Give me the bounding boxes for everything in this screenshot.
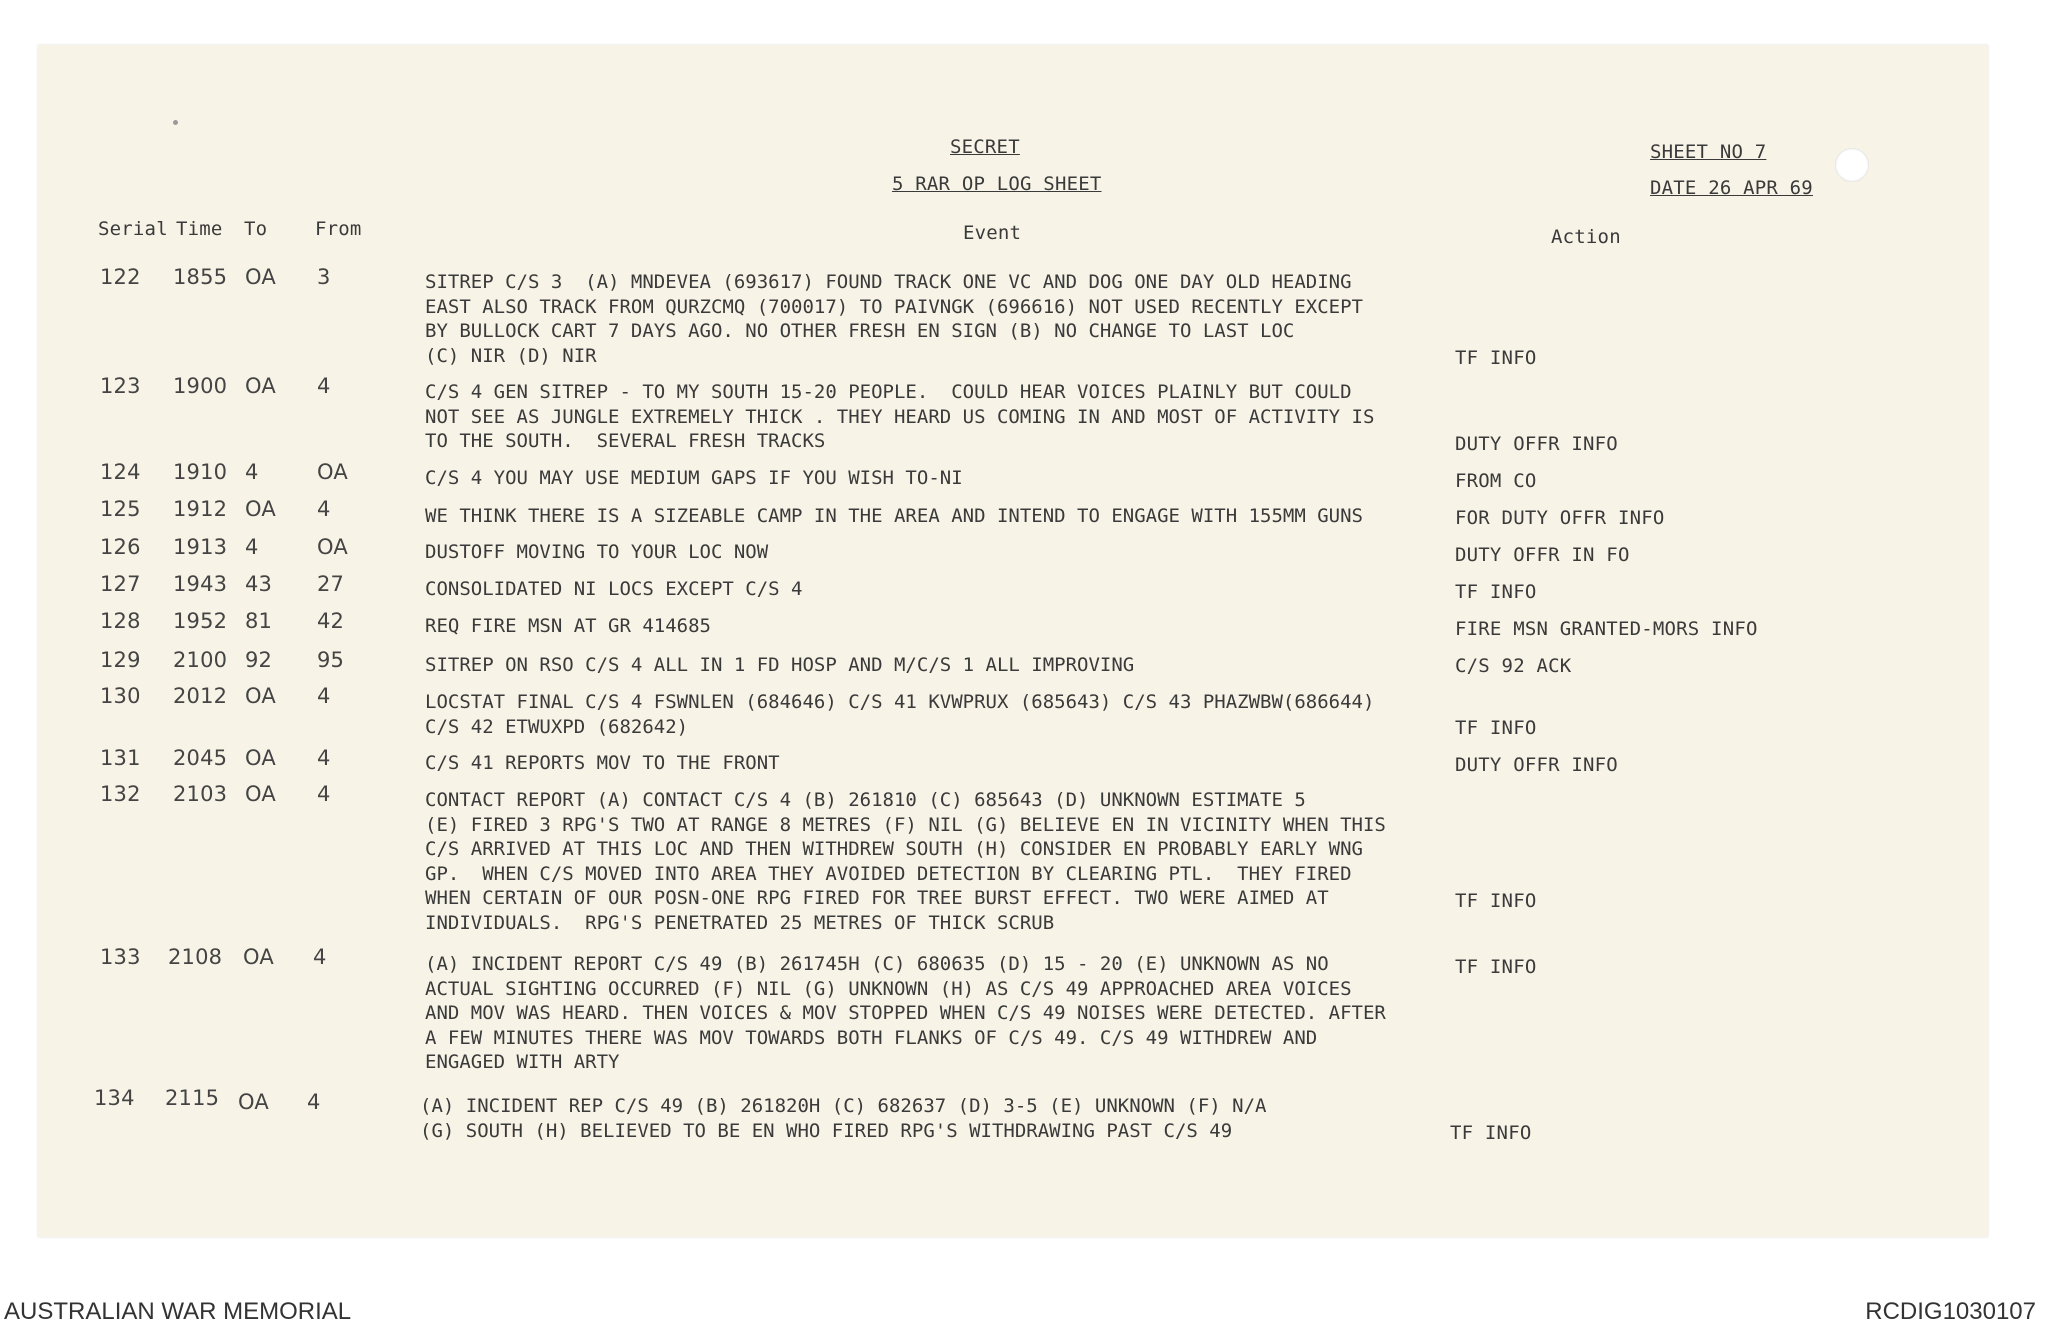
sheet-number: SHEET NO 7 [1650,141,1767,163]
row-action: FROM CO [1455,470,1537,492]
row-time: 1913 [173,535,228,559]
row-action: TF INFO [1450,1122,1532,1144]
row-event: C/S 41 REPORTS MOV TO THE FRONT [425,752,780,774]
row-to: OA [245,782,276,806]
row-event: CONTACT REPORT (A) CONTACT C/S 4 (B) 261810 (C) 685643 (D) UNKNOWN ESTIMATE 5 (E) FIRED 3 RPG'S TWO AT RANGE 8 METRES (F) NIL (G) BELIEVE EN IN VICINITY WHEN THIS C/S ARRIVED AT THIS LOC AND THEN WITHDREW SOUTH (H) CONSIDER EN PROBABLY EARLY WNG GP. WHEN C/S MOVED INTO AREA THEY AVOIDED DETECTION BY CLEARING PTL. THEY FIRED WHEN CERTAIN OF OUR POSN-ONE RPG FIRED FOR TREE BURST EFFECT. TWO WERE AIMED AT INDIVIDUALS. RPG'S PENETRATED 25 METRES OF THICK SCRUB [425,789,1386,934]
footer-archive-name: AUSTRALIAN WAR MEMORIAL [4,1298,352,1325]
row-time: 1943 [173,572,228,596]
row-event: C/S 4 GEN SITREP - TO MY SOUTH 15-20 PEOPLE. COULD HEAR VOICES PLAINLY BUT COULD NOT SEE AS JUNGLE EXTREMELY THICK . THEY HEARD US COMING IN AND MOST OF ACTIVITY IS TO THE SOUTH. SEVERAL FRESH TRACKS [425,381,1375,452]
row-event: REQ FIRE MSN AT GR 414685 [425,615,711,637]
row-action: TF INFO [1455,956,1537,978]
row-to: 43 [245,572,273,596]
row-from: 95 [317,648,345,672]
row-serial: 129 [100,648,141,672]
sheet-date: DATE 26 APR 69 [1650,177,1813,199]
row-to: OA [245,746,276,770]
row-serial: 131 [100,746,141,770]
column-header-from: From [315,218,362,240]
classification-label: SECRET [950,136,1020,158]
row-time: 2103 [173,782,228,806]
row-serial: 126 [100,535,141,559]
row-serial: 130 [100,684,141,708]
row-to: OA [245,497,276,521]
row-action: FOR DUTY OFFR INFO [1455,507,1665,529]
pin-mark [173,120,178,125]
column-header-action: Action [1551,226,1621,248]
sheet-title: 5 RAR OP LOG SHEET [892,173,1102,195]
row-event: SITREP C/S 3 (A) MNDEVEA (693617) FOUND TRACK ONE VC AND DOG ONE DAY OLD HEADING EAST ALSO TRACK FROM QURZCMQ (700017) TO PAIVNGK (696616) NOT USED RECENTLY EXCEPT BY BULLOCK CART 7 DAYS AGO. NO OTHER FRESH EN SIGN (B) NO CHANGE TO LAST LOC (C) NIR (D) NIR [425,271,1363,367]
row-serial: 123 [100,374,141,398]
row-to: OA [238,1090,269,1114]
row-action: FIRE MSN GRANTED-MORS INFO [1455,618,1758,640]
row-serial: 133 [100,945,141,969]
row-serial: 134 [94,1086,135,1110]
row-from: 27 [317,572,345,596]
column-header-serial: Serial [98,218,168,240]
row-action: TF INFO [1455,581,1537,603]
row-action: C/S 92 ACK [1455,655,1572,677]
row-serial: 124 [100,460,141,484]
row-serial: 127 [100,572,141,596]
row-event: SITREP ON RSO C/S 4 ALL IN 1 FD HOSP AND M/C/S 1 ALL IMPROVING [425,654,1135,676]
row-from: OA [317,535,348,559]
row-time: 2100 [173,648,228,672]
row-time: 1855 [173,265,228,289]
row-action: DUTY OFFR IN FO [1455,544,1630,566]
row-time: 2115 [165,1086,220,1110]
row-from: 4 [317,746,331,770]
row-from: 4 [307,1090,321,1114]
row-serial: 132 [100,782,141,806]
row-serial: 125 [100,497,141,521]
footer-record-id: RCDIG1030107 [1865,1298,2036,1325]
row-event: (A) INCIDENT REP C/S 49 (B) 261820H (C) 682637 (D) 3-5 (E) UNKNOWN (F) N/A (G) SOUTH (H) BELIEVED TO BE EN WHO FIRED RPG'S WITHDRAWING PAST C/S 49 [420,1095,1267,1142]
row-to: OA [245,684,276,708]
column-header-time: Time [176,218,223,240]
row-from: 4 [313,945,327,969]
row-to: OA [245,374,276,398]
column-header-event: Event [963,222,1022,244]
row-time: 1912 [173,497,228,521]
row-time: 2108 [168,945,223,969]
row-from: 4 [317,782,331,806]
row-from: 42 [317,609,345,633]
row-to: 81 [245,609,273,633]
row-action: TF INFO [1455,890,1537,912]
row-event: (A) INCIDENT REPORT C/S 49 (B) 261745H (C) 680635 (D) 15 - 20 (E) UNKNOWN AS NO ACTUAL SIGHTING OCCURRED (F) NIL (G) UNKNOWN (H) AS C/S 49 APPROACHED AREA VOICES AND MOV WAS HEARD. THEN VOICES & MOV STOPPED WHEN C/S 49 NOISES WERE DETECTED. AFTER A FEW MINUTES THERE WAS MOV TOWARDS BOTH FLANKS OF C/S 49. C/S 49 WITHDREW AND ENGAGED WITH ARTY [425,953,1386,1073]
row-to: OA [245,265,276,289]
row-to: OA [243,945,274,969]
row-from: 3 [317,265,331,289]
column-header-to: To [244,218,268,240]
row-serial: 128 [100,609,141,633]
row-action: TF INFO [1455,347,1537,369]
row-event: CONSOLIDATED NI LOCS EXCEPT C/S 4 [425,578,803,600]
row-from: 4 [317,374,331,398]
row-time: 2045 [173,746,228,770]
punch-hole [1835,148,1869,182]
row-time: 1952 [173,609,228,633]
row-event: LOCSTAT FINAL C/S 4 FSWNLEN (684646) C/S 41 KVWPRUX (685643) C/S 43 PHAZWBW(686644) C/S 42 ETWUXPD (682642) [425,691,1375,738]
row-event: DUSTOFF MOVING TO YOUR LOC NOW [425,541,769,563]
row-time: 2012 [173,684,228,708]
row-action: DUTY OFFR INFO [1455,433,1618,455]
row-time: 1900 [173,374,228,398]
row-from: 4 [317,684,331,708]
row-to: 4 [245,535,259,559]
row-serial: 122 [100,265,141,289]
row-to: 4 [245,460,259,484]
row-event: WE THINK THERE IS A SIZEABLE CAMP IN THE AREA AND INTEND TO ENGAGE WITH 155MM GUNS [425,505,1363,527]
row-to: 92 [245,648,273,672]
row-time: 1910 [173,460,228,484]
row-action: TF INFO [1455,717,1537,739]
row-action: DUTY OFFR INFO [1455,754,1618,776]
row-from: 4 [317,497,331,521]
row-from: OA [317,460,348,484]
row-event: C/S 4 YOU MAY USE MEDIUM GAPS IF YOU WISH TO-NI [425,467,963,489]
